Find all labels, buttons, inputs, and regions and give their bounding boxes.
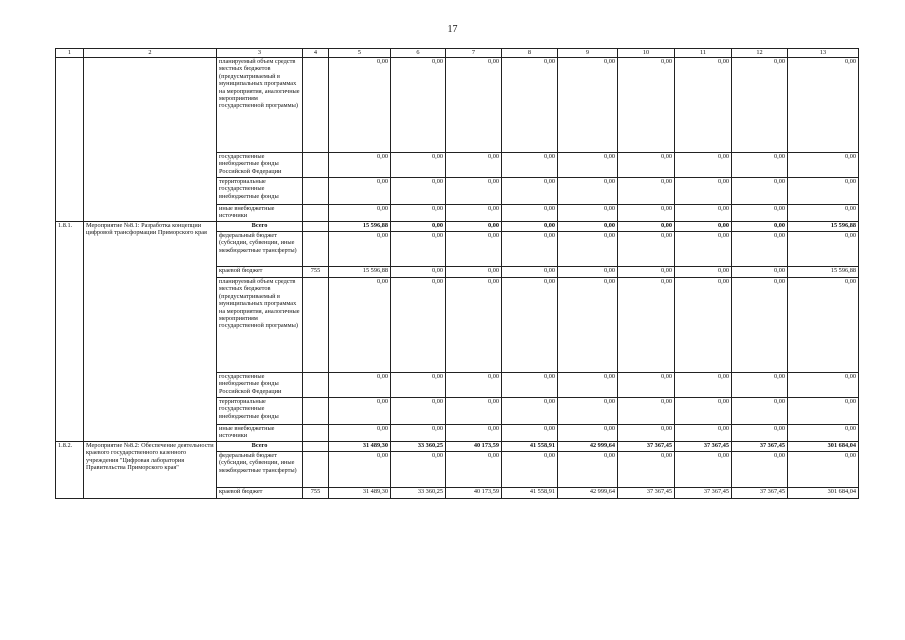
amount-cell: 0,00 (618, 222, 675, 232)
amount-cell: 15 596,88 (329, 267, 391, 278)
column-header: 6 (391, 49, 446, 58)
amount-cell: 37 367,45 (675, 442, 732, 452)
amount-cell: 0,00 (502, 425, 558, 442)
amount-cell: 0,00 (502, 267, 558, 278)
budget-code-cell (303, 58, 329, 153)
amount-cell: 0,00 (618, 232, 675, 267)
amount-cell: 0,00 (329, 232, 391, 267)
amount-cell: 0,00 (329, 398, 391, 425)
budget-code-cell (303, 153, 329, 178)
amount-cell: 0,00 (446, 58, 502, 153)
amount-cell: 0,00 (446, 205, 502, 222)
amount-cell: 0,00 (732, 267, 788, 278)
amount-cell: 0,00 (446, 232, 502, 267)
amount-cell: 40 173,59 (446, 488, 502, 499)
page-number: 17 (447, 24, 458, 35)
amount-cell: 0,00 (618, 178, 675, 205)
amount-cell: 0,00 (788, 278, 859, 373)
amount-cell: 0,00 (675, 178, 732, 205)
amount-cell: 0,00 (732, 232, 788, 267)
amount-cell: 0,00 (732, 452, 788, 488)
budget-code-cell (303, 222, 329, 232)
amount-cell: 0,00 (675, 153, 732, 178)
column-header: 3 (217, 49, 303, 58)
amount-cell: 0,00 (732, 278, 788, 373)
amount-cell: 0,00 (502, 278, 558, 373)
amount-cell: 0,00 (675, 267, 732, 278)
amount-cell: 0,00 (446, 425, 502, 442)
amount-cell: 0,00 (329, 178, 391, 205)
amount-cell: 0,00 (391, 278, 446, 373)
amount-cell: 0,00 (618, 153, 675, 178)
amount-cell: 0,00 (558, 267, 618, 278)
amount-cell: 0,00 (788, 452, 859, 488)
amount-cell: 0,00 (558, 452, 618, 488)
amount-cell: 0,00 (446, 398, 502, 425)
funding-source-cell: государственные внебюджетные фонды Российской Федерации (217, 373, 303, 398)
amount-cell: 0,00 (446, 222, 502, 232)
amount-cell: 0,00 (788, 178, 859, 205)
amount-cell: 0,00 (788, 398, 859, 425)
amount-cell: 37 367,45 (732, 442, 788, 452)
amount-cell: 0,00 (675, 205, 732, 222)
amount-cell: 41 558,91 (502, 488, 558, 499)
amount-cell: 0,00 (732, 425, 788, 442)
amount-cell: 42 999,64 (558, 488, 618, 499)
amount-cell: 0,00 (675, 452, 732, 488)
amount-cell: 0,00 (618, 205, 675, 222)
amount-cell: 0,00 (675, 278, 732, 373)
amount-cell: 0,00 (675, 398, 732, 425)
measure-name-cell (84, 58, 217, 222)
amount-cell: 301 684,04 (788, 488, 859, 499)
amount-cell: 0,00 (732, 58, 788, 153)
funding-source-cell: краевой бюджет (217, 267, 303, 278)
budget-code-cell (303, 442, 329, 452)
amount-cell: 0,00 (732, 178, 788, 205)
amount-cell: 0,00 (558, 153, 618, 178)
amount-cell: 0,00 (329, 205, 391, 222)
amount-cell: 0,00 (558, 58, 618, 153)
column-header: 8 (502, 49, 558, 58)
budget-code-cell: 755 (303, 488, 329, 499)
amount-cell: 0,00 (329, 452, 391, 488)
amount-cell: 0,00 (391, 452, 446, 488)
amount-cell: 0,00 (502, 373, 558, 398)
column-header: 10 (618, 49, 675, 58)
amount-cell: 0,00 (502, 58, 558, 153)
amount-cell: 0,00 (732, 205, 788, 222)
funding-source-cell: территориальные государственные внебюджетные фонды (217, 398, 303, 425)
funding-source-cell: федеральный бюджет (субсидии, субвенции, иные межбюджетные трансферты) (217, 452, 303, 488)
amount-cell: 37 367,45 (618, 488, 675, 499)
table-row (56, 58, 859, 153)
amount-cell: 33 360,25 (391, 442, 446, 452)
amount-cell: 0,00 (675, 425, 732, 442)
amount-cell: 31 489,30 (329, 442, 391, 452)
header-row (56, 49, 859, 58)
amount-cell: 0,00 (558, 205, 618, 222)
amount-cell: 0,00 (329, 373, 391, 398)
funding-source-cell: планируемый объем средств местных бюджетов (предусматриваемый в муниципальных программах на мероприятия, аналогичные мероприятиям государственной программы) (217, 278, 303, 373)
amount-cell: 0,00 (391, 58, 446, 153)
amount-cell: 37 367,45 (732, 488, 788, 499)
amount-cell: 0,00 (446, 373, 502, 398)
amount-cell: 0,00 (618, 452, 675, 488)
budget-code-cell (303, 178, 329, 205)
budget-code-cell (303, 205, 329, 222)
amount-cell: 0,00 (502, 398, 558, 425)
amount-cell: 0,00 (446, 153, 502, 178)
funding-source-cell: Всего (217, 442, 303, 452)
amount-cell: 0,00 (675, 373, 732, 398)
row-number-cell: 1.8.2. (56, 442, 84, 499)
amount-cell: 0,00 (732, 153, 788, 178)
funding-source-cell: государственные внебюджетные фонды Российской Федерации (217, 153, 303, 178)
amount-cell: 0,00 (502, 153, 558, 178)
row-number-cell: 1.8.1. (56, 222, 84, 442)
amount-cell: 0,00 (391, 425, 446, 442)
measure-name-cell: Мероприятие №8.2: Обеспечение деятельности краевого государственного казенного учреждения "Цифровая лаборатория Правительства Приморского края" (84, 442, 217, 499)
column-header: 12 (732, 49, 788, 58)
column-header: 7 (446, 49, 502, 58)
amount-cell: 0,00 (618, 398, 675, 425)
amount-cell: 0,00 (391, 232, 446, 267)
amount-cell: 15 596,88 (788, 222, 859, 232)
amount-cell: 15 596,88 (329, 222, 391, 232)
amount-cell: 0,00 (502, 232, 558, 267)
column-header: 9 (558, 49, 618, 58)
amount-cell: 0,00 (391, 267, 446, 278)
amount-cell: 0,00 (391, 398, 446, 425)
amount-cell: 0,00 (446, 278, 502, 373)
amount-cell: 0,00 (675, 58, 732, 153)
amount-cell: 0,00 (329, 58, 391, 153)
amount-cell: 0,00 (675, 222, 732, 232)
column-header: 5 (329, 49, 391, 58)
amount-cell: 0,00 (732, 222, 788, 232)
amount-cell: 0,00 (675, 232, 732, 267)
amount-cell: 0,00 (446, 267, 502, 278)
amount-cell: 0,00 (618, 373, 675, 398)
amount-cell: 0,00 (558, 425, 618, 442)
amount-cell: 0,00 (618, 267, 675, 278)
funding-source-cell: краевой бюджет (217, 488, 303, 499)
amount-cell: 0,00 (788, 205, 859, 222)
column-header: 11 (675, 49, 732, 58)
budget-code-cell: 755 (303, 267, 329, 278)
funding-source-cell: планируемый объем средств местных бюджетов (предусматриваемый в муниципальных программах на мероприятия, аналогичные мероприятиям государственной программы) (217, 58, 303, 153)
table-row (56, 222, 859, 232)
amount-cell: 0,00 (618, 58, 675, 153)
column-header: 2 (84, 49, 217, 58)
row-number-cell (56, 58, 84, 222)
amount-cell: 0,00 (446, 178, 502, 205)
budget-code-cell (303, 452, 329, 488)
amount-cell: 0,00 (788, 373, 859, 398)
amount-cell: 0,00 (558, 373, 618, 398)
budget-table (55, 48, 859, 499)
amount-cell: 41 558,91 (502, 442, 558, 452)
amount-cell: 0,00 (558, 232, 618, 267)
amount-cell: 0,00 (788, 58, 859, 153)
funding-source-cell: иные внебюджетные источники (217, 425, 303, 442)
amount-cell: 0,00 (391, 373, 446, 398)
amount-cell: 0,00 (502, 452, 558, 488)
amount-cell: 0,00 (558, 178, 618, 205)
funding-source-cell: Всего (217, 222, 303, 232)
amount-cell: 0,00 (558, 278, 618, 373)
amount-cell: 0,00 (558, 222, 618, 232)
table-row (56, 442, 859, 452)
budget-code-cell (303, 373, 329, 398)
measure-name-cell: Мероприятие №8.1: Разработка концепции цифровой трансформации Приморского края (84, 222, 217, 442)
amount-cell: 0,00 (391, 222, 446, 232)
amount-cell: 0,00 (446, 452, 502, 488)
column-header: 4 (303, 49, 329, 58)
funding-source-cell: территориальные государственные внебюджетные фонды (217, 178, 303, 205)
amount-cell: 0,00 (502, 178, 558, 205)
budget-code-cell (303, 398, 329, 425)
amount-cell: 0,00 (391, 153, 446, 178)
amount-cell: 0,00 (788, 232, 859, 267)
amount-cell: 31 489,30 (329, 488, 391, 499)
amount-cell: 0,00 (391, 205, 446, 222)
amount-cell: 0,00 (329, 278, 391, 373)
amount-cell: 0,00 (732, 398, 788, 425)
amount-cell: 37 367,45 (618, 442, 675, 452)
amount-cell: 0,00 (502, 205, 558, 222)
amount-cell: 15 596,88 (788, 267, 859, 278)
column-header: 1 (56, 49, 84, 58)
budget-code-cell (303, 425, 329, 442)
amount-cell: 0,00 (732, 373, 788, 398)
amount-cell: 0,00 (788, 153, 859, 178)
amount-cell: 0,00 (329, 153, 391, 178)
column-header: 13 (788, 49, 859, 58)
budget-code-cell (303, 278, 329, 373)
amount-cell: 0,00 (558, 398, 618, 425)
amount-cell: 0,00 (788, 425, 859, 442)
funding-source-cell: федеральный бюджет (субсидии, субвенции, иные межбюджетные трансферты) (217, 232, 303, 267)
amount-cell: 0,00 (329, 425, 391, 442)
amount-cell: 0,00 (502, 222, 558, 232)
amount-cell: 0,00 (618, 425, 675, 442)
amount-cell: 42 999,64 (558, 442, 618, 452)
amount-cell: 37 367,45 (675, 488, 732, 499)
amount-cell: 301 684,04 (788, 442, 859, 452)
amount-cell: 33 360,25 (391, 488, 446, 499)
amount-cell: 40 173,59 (446, 442, 502, 452)
funding-source-cell: иные внебюджетные источники (217, 205, 303, 222)
amount-cell: 0,00 (618, 278, 675, 373)
budget-code-cell (303, 232, 329, 267)
amount-cell: 0,00 (391, 178, 446, 205)
